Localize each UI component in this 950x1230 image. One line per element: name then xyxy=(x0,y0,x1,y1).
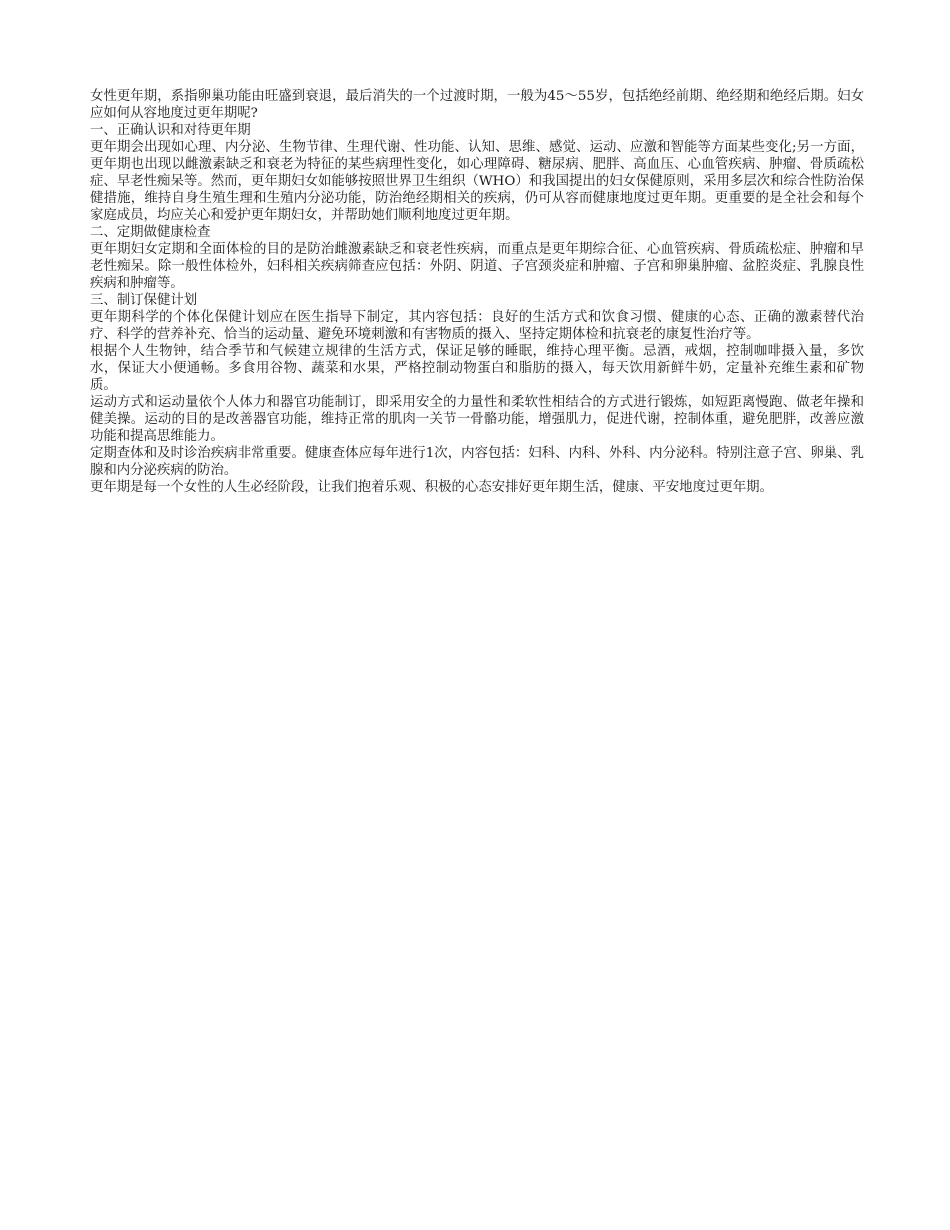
section-heading-2: 二、定期做健康检查 xyxy=(90,225,211,240)
intro-paragraph: 女性更年期，系指卵巢功能由旺盛到衰退，最后消失的一个过渡时期，一般为45～55岁，包括绝经前期、绝经期和绝经后期。妇女应如何从容地度过更年期呢? xyxy=(90,89,864,121)
section3-paragraph-1: 更年期科学的个体化保健计划应在医生指导下制定，其内容包括：良好的生活方式和饮食习惯、健康的心态、正确的激素替代治疗、科学的营养补充、恰当的运动量、避免环境刺激和有害物质的摄入、坚持定期体检和抗衰老的康复性治疗等。 xyxy=(90,310,864,342)
section-heading-1: 一、正确认识和对待更年期 xyxy=(90,123,251,138)
section-heading-3: 三、制订保健计划 xyxy=(90,293,198,308)
section2-paragraph-1: 更年期妇女定期和全面体检的目的是防治雌激素缺乏和衰老性疾病，而重点是更年期综合征、心血管疾病、骨质疏松症、肿瘤和早老性痴呆。除一般性体检外，妇科相关疾病筛查应包括：外阴、阴道、子宫颈炎症和肿瘤、子宫和卵巢肿瘤、盆腔炎症、乳腺良性疾病和肿瘤等。 xyxy=(90,242,864,291)
section3-paragraph-2: 根据个人生物钟，结合季节和气候建立规律的生活方式，保证足够的睡眠，维持心理平衡。忌酒，戒烟，控制咖啡摄入量，多饮水，保证大小便通畅。多食用谷物、蔬菜和水果，严格控制动物蛋白和脂肪的摄入，每天饮用新鲜牛奶，定量补充维生素和矿物质。 xyxy=(90,344,864,393)
document-body xyxy=(90,88,864,496)
section3-paragraph-4: 定期查体和及时诊治疾病非常重要。健康查体应每年进行1次，内容包括：妇科、内科、外科、内分泌科。特别注意子宫、卵巢、乳腺和内分泌疾病的防治。 xyxy=(90,446,864,478)
closing-paragraph: 更年期是每一个女性的人生必经阶段，让我们抱着乐观、积极的心态安排好更年期生活，健康、平安地度过更年期。 xyxy=(90,480,773,495)
section3-paragraph-3: 运动方式和运动量依个人体力和器官功能制订，即采用安全的力量性和柔软性相结合的方式进行锻炼，如短距离慢跑、做老年操和健美操。运动的目的是改善器官功能，维持正常的肌肉一关节一骨骼功能，增强肌力，促进代谢，控制体重，避免肥胖，改善应激功能和提高思维能力。 xyxy=(90,395,864,444)
section1-paragraph-1: 更年期会出现如心理、内分泌、生物节律、生理代谢、性功能、认知、思维、感觉、运动、应激和智能等方面某些变化;另一方面，更年期也出现以雌激素缺乏和衰老为特征的某些病理性变化，如心理障碍、糖尿病、肥胖、高血压、心血管疾病、肿瘤、骨质疏松症、早老性痴呆等。然而，更年期妇女如能够按照世界卫生组织（WHO）和我国提出的妇女保健原则，采用多层次和综合性防治保健措施，维持自身生殖生理和生殖内分泌功能，防治绝经期相关的疾病，仍可从容而健康地度过更年期。更重要的是全社会和每个家庭成员，均应关心和爱护更年期妇女，并帮助她们顺利地度过更年期。 xyxy=(90,140,864,223)
